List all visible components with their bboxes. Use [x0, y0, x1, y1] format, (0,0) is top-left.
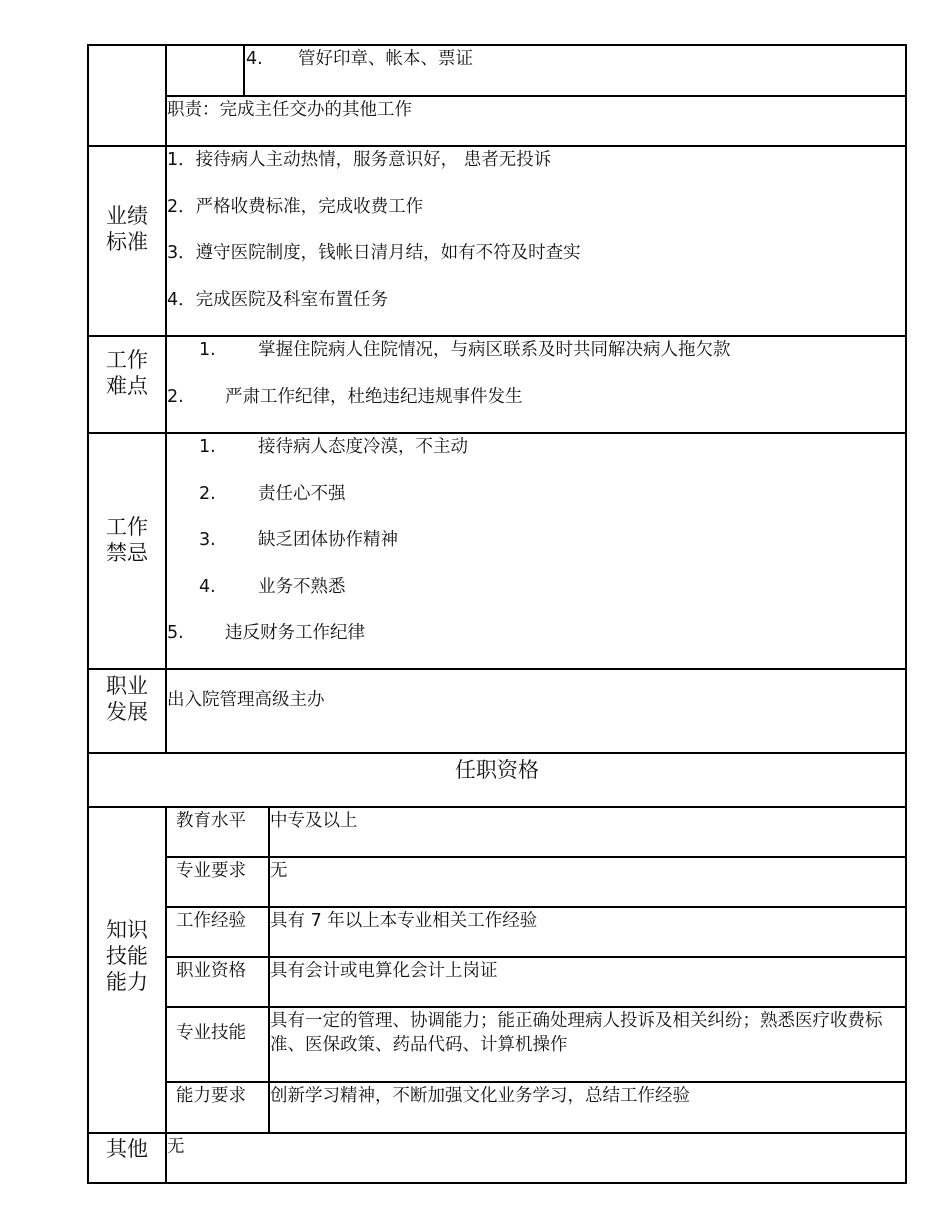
- qualifications-group-label: 知识 技能 能力: [106, 918, 148, 994]
- qualifications-title: 任职资格: [455, 758, 539, 782]
- qualification-value: 中专及以上: [270, 811, 358, 831]
- qualification-value: 创新学习精神，不断加强文化业务学习，总结工作经验: [270, 1086, 690, 1106]
- qualification-label: 专业技能: [176, 1023, 246, 1043]
- qualification-value: 具有一定的管理、协调能力；能正确处理病人投诉及相关纠纷；熟悉医疗收费标准、医保政策、药品代码、计算机操作: [270, 1011, 883, 1055]
- difficulty-number: 2.: [167, 387, 184, 407]
- taboo-number: 4.: [199, 577, 216, 597]
- taboo-text: 业务不熟悉: [258, 577, 346, 597]
- taboo-text: 违反财务工作纪律: [225, 623, 365, 643]
- difficulty-number: 1.: [199, 340, 216, 360]
- career-label: 职业 发展: [106, 674, 148, 724]
- difficulties-label: 工作 难点: [106, 348, 148, 398]
- qualification-label: 能力要求: [176, 1086, 246, 1106]
- taboo-number: 5.: [167, 623, 184, 643]
- duty-item-text: 管好印章、帐本、票证: [298, 49, 473, 69]
- taboo-text: 缺乏团体协作精神: [258, 530, 398, 550]
- qualification-label: 职业资格: [176, 961, 246, 981]
- taboo-text: 接待病人态度冷漠，不主动: [258, 437, 468, 457]
- other-label: 其他: [106, 1137, 148, 1161]
- difficulty-text: 严肃工作纪律，杜绝违纪违规事件发生: [225, 387, 523, 407]
- performance-item: 4．完成医院及科室布置任务: [167, 290, 389, 310]
- difficulty-text: 掌握住院病人住院情况，与病区联系及时共同解决病人拖欠款: [258, 340, 731, 360]
- qualification-label: 工作经验: [176, 911, 246, 931]
- qualification-value: 具有会计或电算化会计上岗证: [270, 961, 498, 981]
- duty-other: 职责：完成主任交办的其他工作: [167, 100, 412, 120]
- qualification-label: 专业要求: [176, 861, 246, 881]
- other-text: 无: [167, 1137, 185, 1157]
- taboos-label: 工作 禁忌: [106, 515, 148, 565]
- performance-item: 1．接待病人主动热情，服务意识好， 患者无投诉: [167, 150, 552, 170]
- performance-item: 2．严格收费标准，完成收费工作: [167, 197, 424, 217]
- performance-label: 业绩 标准: [106, 204, 148, 254]
- taboo-text: 责任心不强: [258, 484, 346, 504]
- performance-item: 3．遵守医院制度，钱帐日清月结，如有不符及时查实: [167, 243, 581, 263]
- qualification-value: 具有 7 年以上本专业相关工作经验: [270, 911, 538, 931]
- duty-item-number: 4.: [246, 49, 263, 69]
- taboo-number: 2.: [199, 484, 216, 504]
- taboo-number: 1.: [199, 437, 216, 457]
- taboo-number: 3.: [199, 530, 216, 550]
- career-text: 出入院管理高级主办: [167, 690, 325, 710]
- qualification-label: 教育水平: [176, 811, 246, 831]
- qualification-value: 无: [270, 861, 288, 881]
